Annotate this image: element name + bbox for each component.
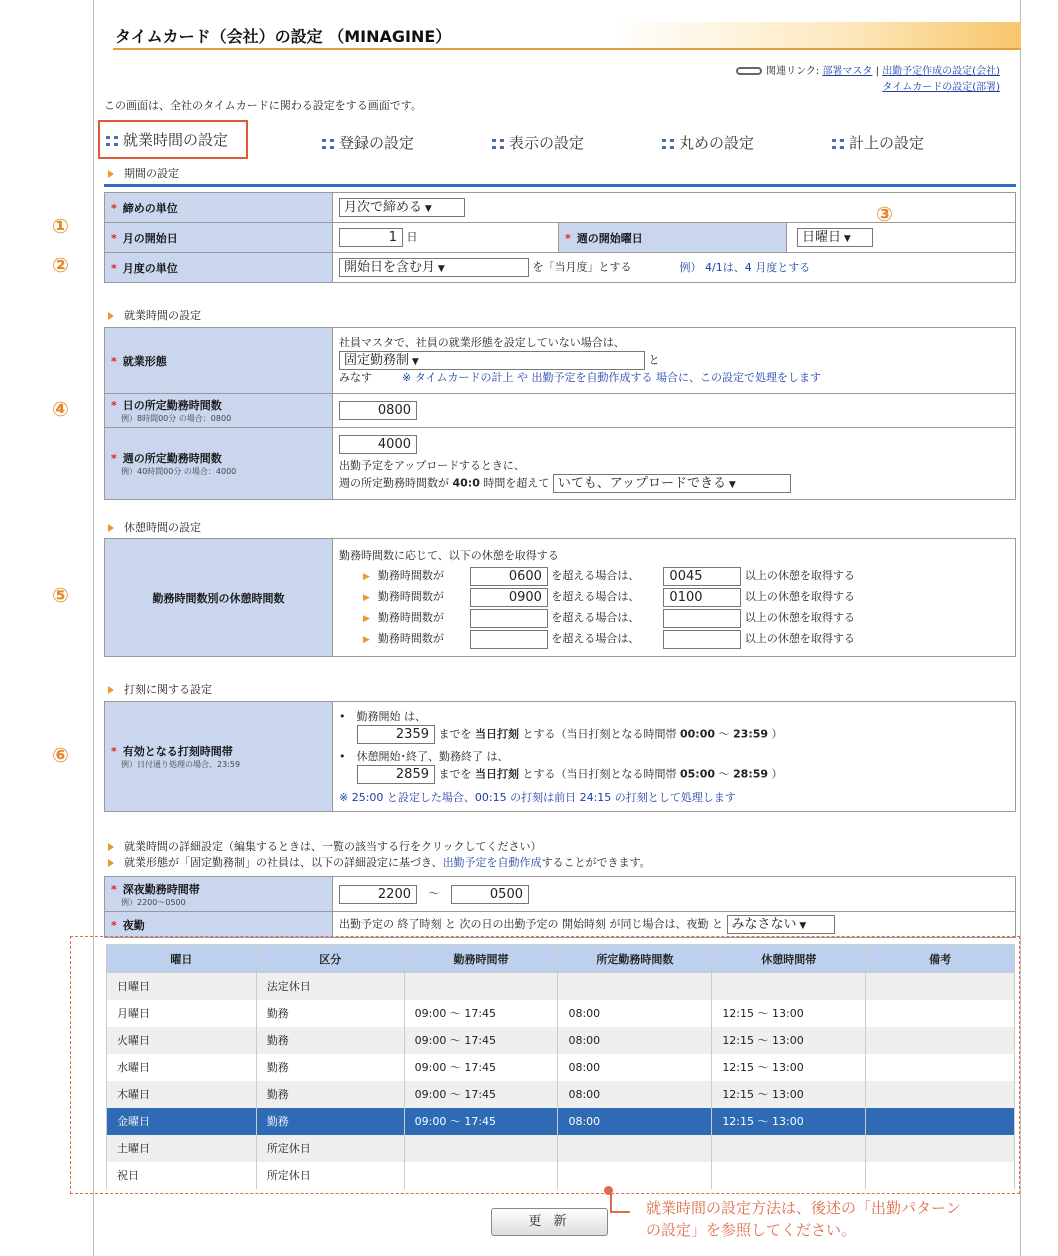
month-unit-select[interactable]: 開始日を含む月 ▼: [339, 258, 529, 277]
grid-cell: [866, 1162, 1015, 1189]
night-to-input[interactable]: 0500: [451, 885, 529, 904]
tab-worktime[interactable]: 就業時間の設定: [98, 120, 248, 159]
week-hours-input[interactable]: 4000: [339, 435, 417, 454]
page-title-bar: [113, 22, 1021, 50]
bullet-icon: ▶: [363, 614, 370, 624]
marker-3: ③: [876, 202, 893, 226]
month-start-input[interactable]: 1: [339, 228, 403, 247]
break-over-input[interactable]: [470, 609, 548, 628]
link-department-master[interactable]: 部署マスタ: [822, 66, 873, 77]
grid-body: [107, 973, 1015, 1189]
week-hours-label: * 週の所定勤務時間数 例）40時間00分 の場合：4000: [105, 428, 333, 500]
grid-cell: 09:00 〜 17:45: [404, 1027, 558, 1054]
grid-cell: 木曜日: [107, 1081, 257, 1108]
day-hours-input[interactable]: 0800: [339, 401, 417, 420]
grid-cell: [866, 1054, 1015, 1081]
period-table: * 締めの単位 月次で締める ▼ * 月の開始日 1 日 * 週の開始曜日 日曜日 ▼ * 月度の単位 開始日を含む月 ▼ を「当月度」とする 例） 4/1は、4 月度とする: [104, 192, 1016, 283]
grid-cell: [866, 1027, 1015, 1054]
month-start-label: * 月の開始日: [105, 223, 333, 253]
table-row[interactable]: [107, 973, 1015, 1000]
table-row[interactable]: [107, 1027, 1015, 1054]
day-hours-label: * 日の所定勤務時間数 例）8時間00分 の場合：0800: [105, 394, 333, 428]
bullet-icon: ▶: [363, 593, 370, 603]
grid-column-header: 勤務時間帯: [404, 945, 558, 973]
section-break-heading: 休憩時間の設定: [108, 519, 201, 535]
update-button[interactable]: 更 新: [491, 1208, 608, 1236]
break-over-input[interactable]: [470, 630, 548, 649]
yakin-select[interactable]: みなさない ▼: [727, 915, 835, 934]
break-table: 勤務時間数別の休憩時間数 勤務時間数に応じて、以下の休憩を取得する ▶ 勤務時間数が 0600 を超える場合は、 0045 以上の休憩を取得する ▶ 勤務時間数が 0900 を超える場合は、 0100 以上の休憩を取得する ▶ 勤務時間数が を超える場合は、 以上の休憩を取得する ▶ 勤務時間数が を超える場合は、 以上の休憩を取得する: [104, 538, 1016, 657]
marker-1: ①: [52, 214, 69, 238]
grid-cell: 09:00 〜 17:45: [404, 1081, 558, 1108]
grid-cell: 月曜日: [107, 1000, 257, 1027]
grid-cell: 勤務: [256, 1081, 404, 1108]
tab-square-icon: [322, 139, 334, 149]
stamp-label: * 有効となる打刻時間帯 例）日付通り処理の場合、23:59: [105, 702, 333, 812]
grid-cell: 土曜日: [107, 1135, 257, 1162]
grid-cell: 勤務: [256, 1000, 404, 1027]
grid-column-header: 備考: [866, 945, 1015, 973]
detail-table: * 深夜勤務時間帯 例）2200〜0500 2200 〜 0500 * 夜勤 出勤予定の 終了時刻 と 次の日の出勤予定の 開始時刻 が同じ場合は、夜勤 と みなさない ▼: [104, 876, 1016, 938]
marker-5: ⑤: [52, 583, 69, 607]
grid-cell: 08:00: [558, 1054, 712, 1081]
grid-cell: 08:00: [558, 1027, 712, 1054]
table-row[interactable]: [107, 1135, 1015, 1162]
table-row[interactable]: [107, 1108, 1015, 1135]
break-row: ▶ 勤務時間数が を超える場合は、 以上の休憩を取得する: [339, 608, 1009, 629]
grid-cell: [866, 1108, 1015, 1135]
break-row: ▶ 勤務時間数が を超える場合は、 以上の休憩を取得する: [339, 629, 1009, 650]
worktime-table: * 就業形態 社員マスタで、社員の就業形態を設定していない場合は、 固定勤務制 ▼ と みなす ※ タイムカードの計上 や 出勤予定を自動作成する 場合に、この設定で処理をします * 日の所定勤務時間数 例）8時間00分 の場合：0800 0800 * 週の所定勤務時間数 例）40時間00分 の場合：4000 4000 出勤予定をアップロードするときに、 週の所定勤務時間数が 40:0 時間を超えて いても、アップロードできる ▼: [104, 327, 1016, 500]
auto-create-link[interactable]: 出勤予定を自動作成: [442, 856, 542, 869]
tab-display[interactable]: 表示の設定: [492, 132, 584, 153]
callout-line: [610, 1190, 630, 1213]
night-label: * 深夜勤務時間帯 例）2200〜0500: [105, 877, 333, 912]
work-form-label: * 就業形態: [105, 328, 333, 394]
callout-note: 就業時間の設定方法は、後述の「出勤パターン の設定」を参照してください。: [642, 1197, 961, 1241]
grid-cell: 祝日: [107, 1162, 257, 1189]
link-timecard-dept[interactable]: タイムカードの設定(部署): [882, 82, 1000, 93]
grid-cell: [712, 973, 866, 1000]
grid-cell: 09:00 〜 17:45: [404, 1054, 558, 1081]
stamp-table: * 有効となる打刻時間帯 例）日付通り処理の場合、23:59 • 勤務開始 は、 2359 までを 当日打刻 とする（当日打刻となる時間帯 00:00 〜 23:59 ） • 休憩開始･終了、勤務終了 は、 2859 までを 当日打刻 とする（当日打刻となる時間帯 05:00 〜 28:59 ） ※ 25:00 と設定した場合、00:15 の打刻は前日 24:15 の打刻として処理します: [104, 701, 1016, 812]
grid-cell: 12:15 〜 13:00: [712, 1027, 866, 1054]
break-row: ▶ 勤務時間数が 0600 を超える場合は、 0045 以上の休憩を取得する: [363, 568, 855, 584]
tab-square-icon: [662, 139, 674, 149]
table-row[interactable]: [107, 1162, 1015, 1189]
grid-cell: 水曜日: [107, 1054, 257, 1081]
upload-option-select[interactable]: いても、アップロードできる ▼: [553, 474, 791, 493]
grid-cell: [558, 1135, 712, 1162]
work-form-select[interactable]: 固定勤務制 ▼: [339, 351, 645, 370]
grid-cell: [866, 973, 1015, 1000]
grid-cell: 09:00 〜 17:45: [404, 1000, 558, 1027]
month-unit-label: * 月度の単位: [105, 253, 333, 283]
break-rest-input[interactable]: [663, 609, 741, 628]
grid-cell: 09:00 〜 17:45: [404, 1108, 558, 1135]
grid-cell: 12:15 〜 13:00: [712, 1000, 866, 1027]
week-start-label: * 週の開始曜日: [559, 223, 787, 253]
break-label: 勤務時間数別の休憩時間数: [105, 539, 333, 657]
grid-column-header: 休憩時間帯: [712, 945, 866, 973]
work-form-note: ※ タイムカードの計上 や 出勤予定を自動作成する 場合に、この設定で処理をします: [402, 371, 821, 384]
grid-header: [107, 945, 1015, 973]
divider: [104, 184, 1016, 187]
break-over-input[interactable]: 0900: [470, 588, 548, 607]
grid-cell: 火曜日: [107, 1027, 257, 1054]
grid-column-header: 所定勤務時間数: [558, 945, 712, 973]
schedule-grid: [106, 944, 1015, 1189]
break-over-input[interactable]: 0600: [470, 567, 548, 586]
break-rows: [339, 566, 1009, 650]
marker-2: ②: [52, 253, 69, 277]
section-stamp-heading: 打刻に関する設定: [108, 681, 212, 697]
tab-square-icon: [832, 139, 844, 149]
grid-cell: 08:00: [558, 1000, 712, 1027]
grid-cell: [866, 1135, 1015, 1162]
grid-cell: [712, 1135, 866, 1162]
detail-heading-2: 就業形態が「固定勤務制」の社員は、以下の詳細設定に基づき、出勤予定を自動作成することができます。: [108, 854, 651, 870]
table-row[interactable]: [107, 1054, 1015, 1081]
grid-cell: 勤務: [256, 1027, 404, 1054]
marker-6: ⑥: [52, 743, 69, 767]
break-rest-input[interactable]: [663, 630, 741, 649]
grid-cell: [404, 1162, 558, 1189]
grid-cell: 08:00: [558, 1108, 712, 1135]
marker-4: ④: [52, 397, 69, 421]
yakin-label: * 夜勤: [105, 912, 333, 938]
grid-cell: 金曜日: [107, 1108, 257, 1135]
section-worktime-heading: 就業時間の設定: [108, 307, 201, 323]
link-chain-icon: [736, 67, 762, 75]
tab-calculation[interactable]: 計上の設定: [832, 132, 924, 153]
grid-cell: 法定休日: [256, 973, 404, 1000]
closing-unit-label: * 締めの単位: [105, 193, 333, 223]
grid-cell: [866, 1081, 1015, 1108]
table-row[interactable]: [107, 1000, 1015, 1027]
related-links: 関連リンク: 部署マスタ | 出勤予定作成の設定(会社) タイムカードの設定(部署): [736, 64, 1000, 96]
grid-column-header: 曜日: [107, 945, 257, 973]
grid-cell: 所定休日: [256, 1162, 404, 1189]
grid-cell: 勤務: [256, 1054, 404, 1081]
tab-registration[interactable]: 登録の設定: [322, 132, 414, 153]
tab-square-icon: [106, 136, 118, 146]
section-period-heading: 期間の設定: [108, 165, 179, 181]
grid-cell: [558, 1162, 712, 1189]
night-from-input[interactable]: 2200: [339, 885, 417, 904]
grid-cell: [866, 1000, 1015, 1027]
link-schedule-settings[interactable]: 出勤予定作成の設定(会社): [882, 66, 1000, 77]
bullet-icon: ▶: [363, 572, 370, 582]
stamp-end-input[interactable]: 2859: [357, 765, 435, 784]
table-row[interactable]: [107, 1081, 1015, 1108]
grid-cell: [404, 1135, 558, 1162]
tab-square-icon: [492, 139, 504, 149]
break-row: ▶ 勤務時間数が 0900 を超える場合は、 0100 以上の休憩を取得する: [363, 589, 855, 605]
break-rest-input[interactable]: 0100: [663, 588, 741, 607]
grid-cell: [558, 973, 712, 1000]
detail-heading-1: 就業時間の詳細設定（編集するときは、一覧の該当する行をクリックしてください）: [108, 838, 542, 854]
grid-cell: [404, 973, 558, 1000]
grid-cell: 12:15 〜 13:00: [712, 1081, 866, 1108]
page-title: タイムカード（会社）の設定 （MINAGINE）: [115, 27, 452, 46]
month-unit-example: 例） 4/1は、4 月度とする: [679, 260, 811, 274]
bullet-icon: ▶: [363, 635, 370, 645]
grid-cell: 12:15 〜 13:00: [712, 1054, 866, 1081]
break-rest-input[interactable]: 0045: [663, 567, 741, 586]
grid-cell: 08:00: [558, 1081, 712, 1108]
intro-text: この画面は、全社のタイムカードに関わる設定をする画面です。: [104, 99, 422, 112]
grid-cell: 12:15 〜 13:00: [712, 1108, 866, 1135]
grid-column-header: 区分: [256, 945, 404, 973]
closing-unit-select[interactable]: 月次で締める ▼: [339, 198, 465, 217]
grid-cell: 日曜日: [107, 973, 257, 1000]
tab-rounding[interactable]: 丸めの設定: [662, 132, 754, 153]
stamp-note: ※ 25:00 と設定した場合、00:15 の打刻は前日 24:15 の打刻として処理します: [339, 790, 736, 804]
grid-cell: 所定休日: [256, 1135, 404, 1162]
tab-bar: [104, 126, 1004, 162]
week-start-select[interactable]: 日曜日 ▼: [797, 228, 873, 247]
grid-cell: [712, 1162, 866, 1189]
grid-cell: 勤務: [256, 1108, 404, 1135]
stamp-start-input[interactable]: 2359: [357, 725, 435, 744]
